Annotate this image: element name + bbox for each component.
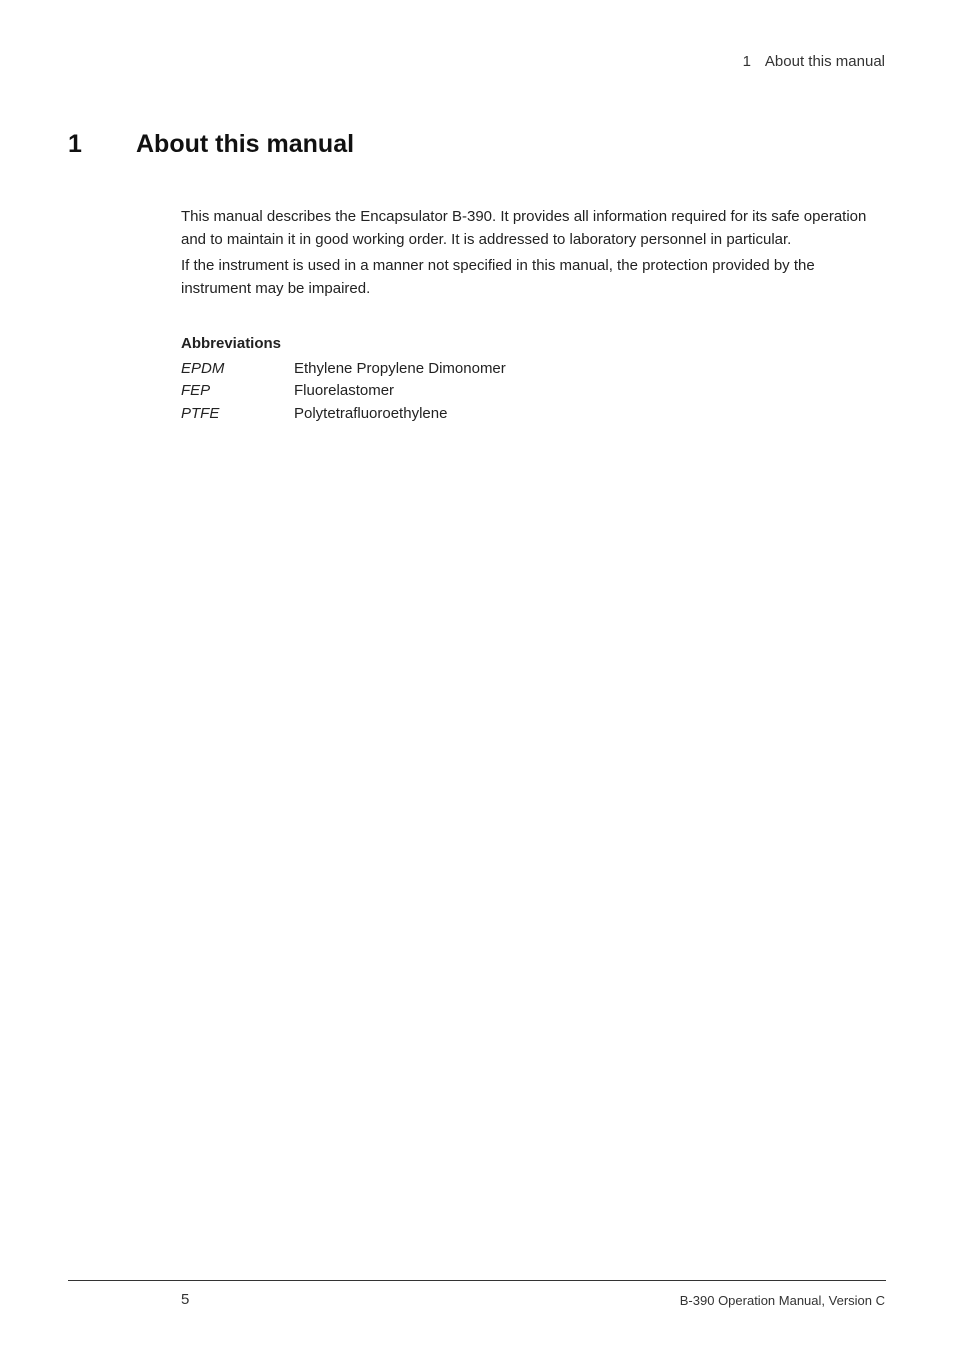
- abbreviation-definition: Ethylene Propylene Dimonomer: [294, 359, 506, 377]
- abbreviations-title: Abbreviations: [181, 335, 282, 352]
- running-header: [743, 53, 885, 70]
- chapter-title: About this manual: [136, 130, 355, 158]
- abbreviation-term: PTFE: [181, 404, 220, 422]
- intro-paragraph: This manual describes the Encapsulator B-390. It provides all information required for its safe operation and to maintain it in good working order. It is addressed to laboratory personnel in particular.: [181, 208, 867, 248]
- abbreviation-row: [181, 358, 881, 381]
- footer-document-title: B-390 Operation Manual, Version C: [679, 1293, 885, 1308]
- abbreviation-row: [181, 380, 881, 403]
- running-header-title: About this manual: [764, 53, 885, 70]
- abbreviation-definition: Polytetrafluoroethylene: [294, 404, 448, 422]
- page-number: 5: [181, 1291, 190, 1308]
- abbreviation-term: EPDM: [181, 359, 225, 377]
- abbreviations-section: [181, 333, 881, 425]
- chapter-number: 1: [68, 130, 82, 158]
- running-header-number: 1: [742, 53, 751, 70]
- footer-divider: [68, 1280, 886, 1281]
- intro-paragraph: If the instrument is used in a manner not specified in this manual, the protection provided by the instrument may be impaired.: [181, 257, 815, 297]
- chapter-heading: [68, 130, 354, 159]
- abbreviation-term: FEP: [181, 382, 211, 399]
- intro-text: [181, 206, 881, 304]
- abbreviation-row: [181, 403, 881, 426]
- abbreviation-definition: Fluorelastomer: [294, 382, 395, 399]
